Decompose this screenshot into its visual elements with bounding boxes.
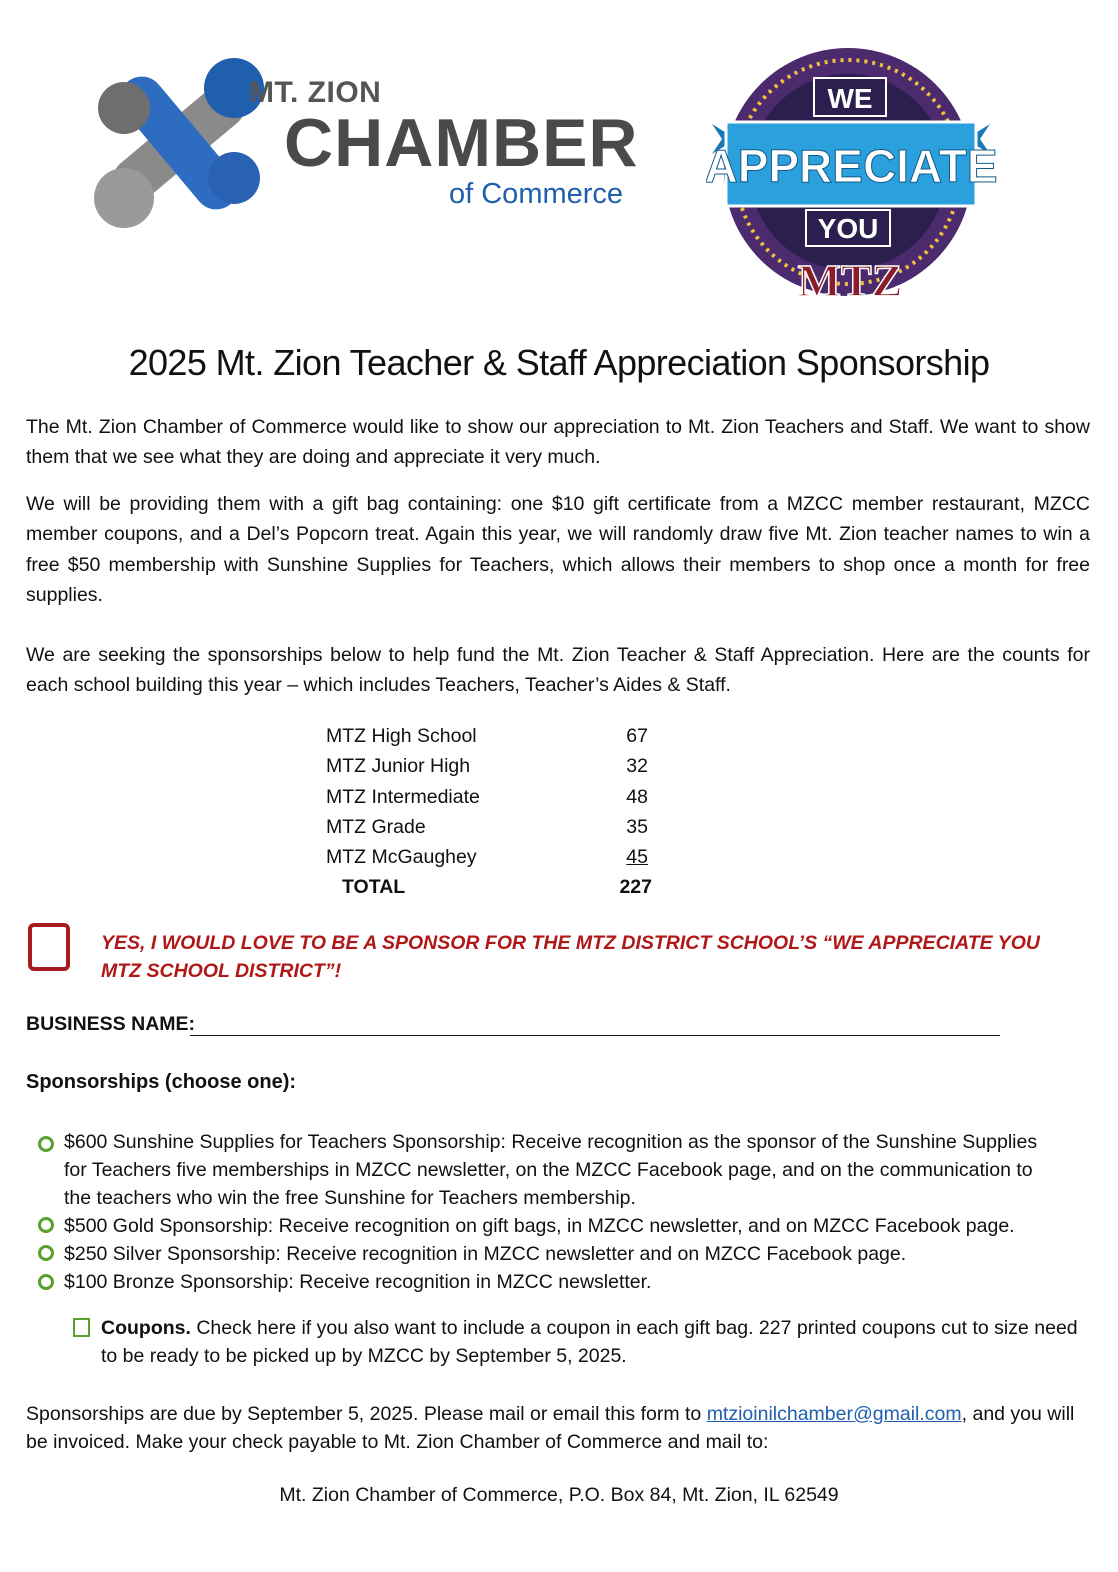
school-name: MTZ McGaughey	[326, 846, 477, 869]
coupons-label: Coupons.	[101, 1317, 191, 1339]
logo-line-mt-zion: MT. ZION	[249, 76, 382, 109]
we-appreciate-you-badge	[706, 44, 1006, 310]
badge-we-text: WE	[827, 83, 873, 114]
school-counts-table	[326, 721, 666, 903]
option-100-radio[interactable]	[38, 1274, 54, 1290]
option-250-text: $250 Silver Sponsorship: Receive recognition in MZCC newsletter and on MZCC Facebook page.	[64, 1243, 907, 1265]
sponsor-yes-statement: YES, I WOULD LOVE TO BE A SPONSOR FOR THE MTZ DISTRICT SCHOOL’S “WE APPRECIATE YOU MTZ SCHOOL DISTRICT”!	[101, 932, 1040, 982]
option-500-radio[interactable]	[38, 1217, 54, 1233]
school-count: 45	[626, 846, 648, 869]
due-text-before: Sponsorships are due by September 5, 2025. Please mail or email this form to	[26, 1403, 707, 1425]
badge-graphic	[706, 44, 1006, 310]
school-name: MTZ Grade	[326, 815, 426, 838]
school-name: MTZ High School	[326, 725, 477, 747]
business-name-label: BUSINESS NAME:	[26, 1013, 196, 1035]
count-row	[326, 842, 666, 872]
option-600-radio[interactable]	[38, 1136, 54, 1152]
count-row	[326, 721, 666, 751]
sponsorships-heading: Sponsorships (choose one):	[26, 1071, 297, 1093]
logo-line-commerce: of Commerce	[449, 178, 624, 210]
sponsor-yes-checkbox[interactable]	[28, 923, 70, 971]
school-count: 48	[626, 785, 648, 808]
chamber-emblem-icon	[84, 48, 274, 238]
total-label: TOTAL	[342, 876, 406, 899]
total-value: 227	[619, 876, 652, 899]
count-row	[326, 782, 666, 812]
school-count: 35	[626, 815, 648, 838]
logo-line-chamber: CHAMBER	[284, 105, 639, 181]
badge-mtz-mark: MTZ	[797, 255, 903, 306]
option-100-text: $100 Bronze Sponsorship: Receive recognition in MZCC newsletter.	[64, 1271, 652, 1293]
count-row	[326, 812, 666, 842]
intro-paragraph: The Mt. Zion Chamber of Commerce would like to show our appreciation to Mt. Zion Teachers and Staff. We want to show them that we see what they are doing and appreciate it very much.	[26, 416, 1090, 469]
total-row	[326, 872, 666, 902]
due-text-after: , and you will be invoiced. Make your check payable to Mt. Zion Chamber of Commerce and mail to:	[26, 1403, 1075, 1453]
chamber-email-link[interactable]: mtzioinilchamber@gmail.com	[706, 1403, 962, 1425]
option-600-text: $600 Sunshine Supplies for Teachers Sponsorship: Receive recognition as the sponsor of the Sunshine Supplies for Teachers five memberships in MZCC newsletter, on the MZCC Facebook page, and on the communication to the teachers who win the free Sunshine for Teachers membership.	[64, 1131, 1038, 1209]
mailing-address: Mt. Zion Chamber of Commerce, P.O. Box 84, Mt. Zion, IL 62549	[279, 1484, 839, 1506]
coupons-description: Check here if you also want to include a coupon in each gift bag. 227 printed coupons cut to size need to be ready to be picked up by MZCC by September 5, 2025.	[101, 1317, 1078, 1367]
option-250-radio[interactable]	[38, 1245, 54, 1261]
gift-bag-paragraph: We will be providing them with a gift bag containing: one $10 gift certificate from a MZCC member restaurant, MZCC member coupons, and a Del’s Popcorn treat. Again this year, we will randomly draw five Mt. Zion teacher names to win a free $50 membership with Sunshine Supplies for Teachers, which allows their members to shop once a month for free supplies.	[26, 493, 1090, 606]
badge-appreciate-text: APPRECIATE	[706, 140, 998, 192]
option-500-text: $500 Gold Sponsorship: Receive recognition on gift bags, in MZCC newsletter, and on MZCC Facebook page.	[64, 1215, 1015, 1237]
badge-you-text: YOU	[817, 213, 879, 244]
due-paragraph	[26, 1400, 1096, 1456]
business-name-field[interactable]	[190, 1035, 1000, 1036]
page-title: 2025 Mt. Zion Teacher & Staff Appreciation Sponsorship	[128, 342, 990, 383]
school-count: 67	[626, 725, 648, 747]
seeking-sponsors-paragraph: We are seeking the sponsorships below to help fund the Mt. Zion Teacher & Staff Appreciation. Here are the counts for each school building this year – which includes Teachers, Teacher’s Aides & Staff.	[26, 644, 1090, 697]
school-count: 32	[626, 755, 648, 778]
count-row	[326, 751, 666, 781]
coupons-checkbox[interactable]	[73, 1318, 90, 1337]
coupons-text	[101, 1314, 1081, 1370]
school-name: MTZ Junior High	[326, 755, 471, 778]
chamber-logo	[84, 48, 684, 238]
school-name: MTZ Intermediate	[326, 785, 480, 808]
